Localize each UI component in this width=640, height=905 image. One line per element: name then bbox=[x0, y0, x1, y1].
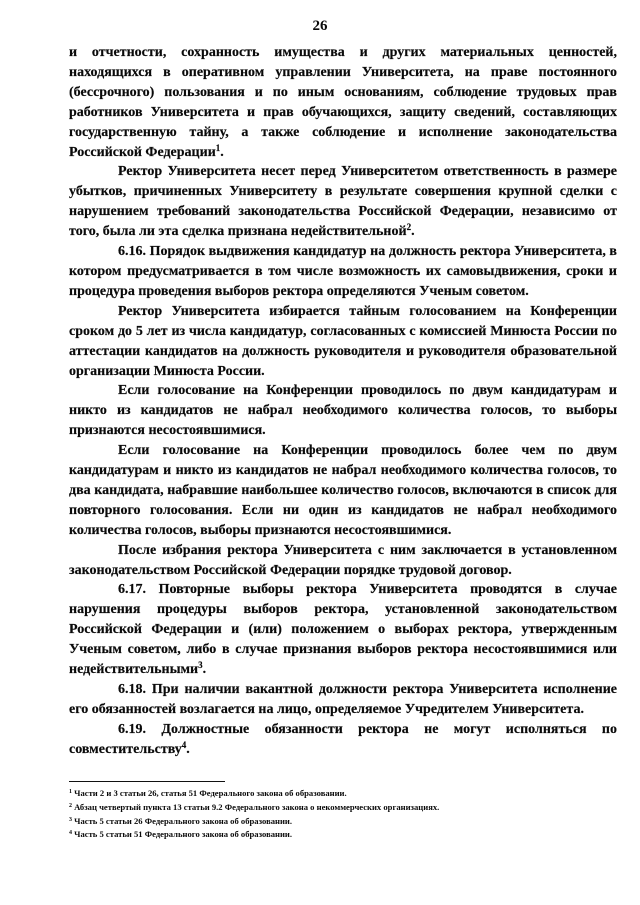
paragraph bbox=[69, 441, 617, 541]
paragraph bbox=[69, 680, 617, 720]
footnote bbox=[69, 828, 617, 842]
paragraph-text: 6.16. Порядок выдвижения кандидатур на должность ректора Университета, в котором предусматривается в том числе возможность их самовыдвижения, сроки и процедура проведения выборов ректора определяются Ученым советом. bbox=[69, 244, 617, 299]
footnote bbox=[69, 801, 617, 815]
footnote bbox=[69, 787, 617, 801]
footnote-text: Часть 5 статьи 26 Федерального закона об образовании. bbox=[74, 815, 293, 826]
footnote-text: Часть 5 статьи 51 Федерального закона об образовании. bbox=[74, 829, 293, 840]
footnote-ref[interactable]: 2 bbox=[406, 222, 412, 233]
footnote-number: 4 bbox=[69, 830, 72, 837]
paragraph bbox=[69, 541, 617, 581]
footnote-number: 2 bbox=[69, 802, 72, 809]
footnote-number: 1 bbox=[69, 789, 72, 795]
paragraph: Ректор Университета несет перед Университетом ответственность в размере убытков, причиненных Университету в результате совершения крупной сделки с нарушением требований законодательства Российской Федерации, независимо от того, была ли эта сделка признана недействительной$^2$. bbox=[69, 164, 617, 240]
paragraph bbox=[69, 381, 617, 441]
footnotes bbox=[69, 787, 617, 842]
paragraph-text: Ректор Университета избирается тайным голосованием на Конференции сроком до 5 лет из числа кандидатур, согласованных с комиссией Минюста России по аттестации кандидатов на должность руководителя и руководителя образовательной организации Минюста России. bbox=[69, 303, 617, 379]
paragraph-text: 6.18. При наличии вакантной должности ректора Университета исполнение его обязанностей возлагается на лицо, определяемое Учредителем Университета. bbox=[69, 682, 617, 717]
paragraph: 6.19. Должностные обязанности ректора не могут исполняться по совместительству$^4$. bbox=[69, 721, 617, 757]
footnote-text: Части 2 и 3 статьи 26, статья 51 Федерального закона об образовании. bbox=[74, 788, 347, 798]
paragraph-text: После избрания ректора Университета с ним заключается в установленном законодательством Российской Федерации порядке трудовой договор. bbox=[69, 542, 617, 578]
footnote bbox=[69, 815, 617, 829]
paragraph: и отчетности, сохранность имущества и других материальных ценностей, находящихся в оперативном управлении Университета, на праве постоянного (бессрочного) пользования и по иным основаниям, соблюдение трудовых прав работников Университета и прав обучающихся, защиту сведений, составляющих государственную тайну, а также соблюдение и исполнение законодательства Российской Федерации$^1$. bbox=[69, 45, 617, 160]
paragraph-text: Если голосование на Конференции проводилось по двум кандидатурам и никто из кандидатов не набрал необходимого количества голосов, то выборы признаются несостоявшимися. bbox=[69, 383, 617, 439]
body-text bbox=[69, 43, 617, 760]
paragraph bbox=[69, 302, 617, 382]
footnote-text: Абзац четвертый пункта 13 статьи 9.2 Федерального закона о некоммерческих организациях. bbox=[74, 801, 440, 812]
paragraph-text: и отчетности, сохранность имущества и других материальных ценностей, находящихся в оперативном управлении Университета, на праве постоянного (бессрочного) пользования и по иным основаниям, соблюдение трудовых прав работников Университета и прав обучающихся, защиту сведений, составляющих государственную тайну, а также соблюдение и исполнение законодательства Российской Федерации bbox=[69, 45, 617, 160]
paragraph-text: Если голосование на Конференции проводилось более чем по двум кандидатурам и никто из кандидатов не набрал необходимого количества голосов, то два кандидата, набравшие наибольшее количество голосов, включаются в список для повторного голосования. Если ни один из кандидатов не набрал необходимого количества голосов, выборы признаются несостоявшимися. bbox=[69, 443, 617, 538]
footnote-ref[interactable]: 4 bbox=[181, 739, 187, 750]
footnote-divider bbox=[69, 781, 225, 782]
footnote-ref[interactable]: 1 bbox=[215, 142, 221, 153]
footnote-number: 3 bbox=[69, 816, 72, 823]
paragraph-text: 6.17. Повторные выборы ректора Университета проводятся в случае нарушения процедуры выборов ректора, установленной законодательством Российской Федерации и (или) положением о выборах ректора, утвержденным Ученым советом, либо в случае признания выборов ректора несостоявшимися или недействительными bbox=[69, 582, 617, 678]
paragraph-text: 6.19. Должностные обязанности ректора не могут исполняться по совместительству bbox=[69, 721, 617, 757]
paragraph-text: Ректор Университета несет перед Университетом ответственность в размере убытков, причиненных Университету в результате совершения крупной сделки с нарушением требований законодательства Российской Федерации, независимо от того, была ли эта сделка признана недействительной bbox=[69, 164, 617, 240]
page-number: 26 bbox=[312, 18, 328, 34]
paragraph bbox=[69, 242, 617, 302]
footnote-ref[interactable]: 3 bbox=[198, 660, 203, 671]
paragraph: 6.17. Повторные выборы ректора Университета проводятся в случае нарушения процедуры выборов ректора, установленной законодательством Российской Федерации и (или) положением о выборах ректора, утвержденным Ученым советом, либо в случае признания выборов ректора несостоявшимися или недействительными$^3$. bbox=[69, 582, 617, 678]
